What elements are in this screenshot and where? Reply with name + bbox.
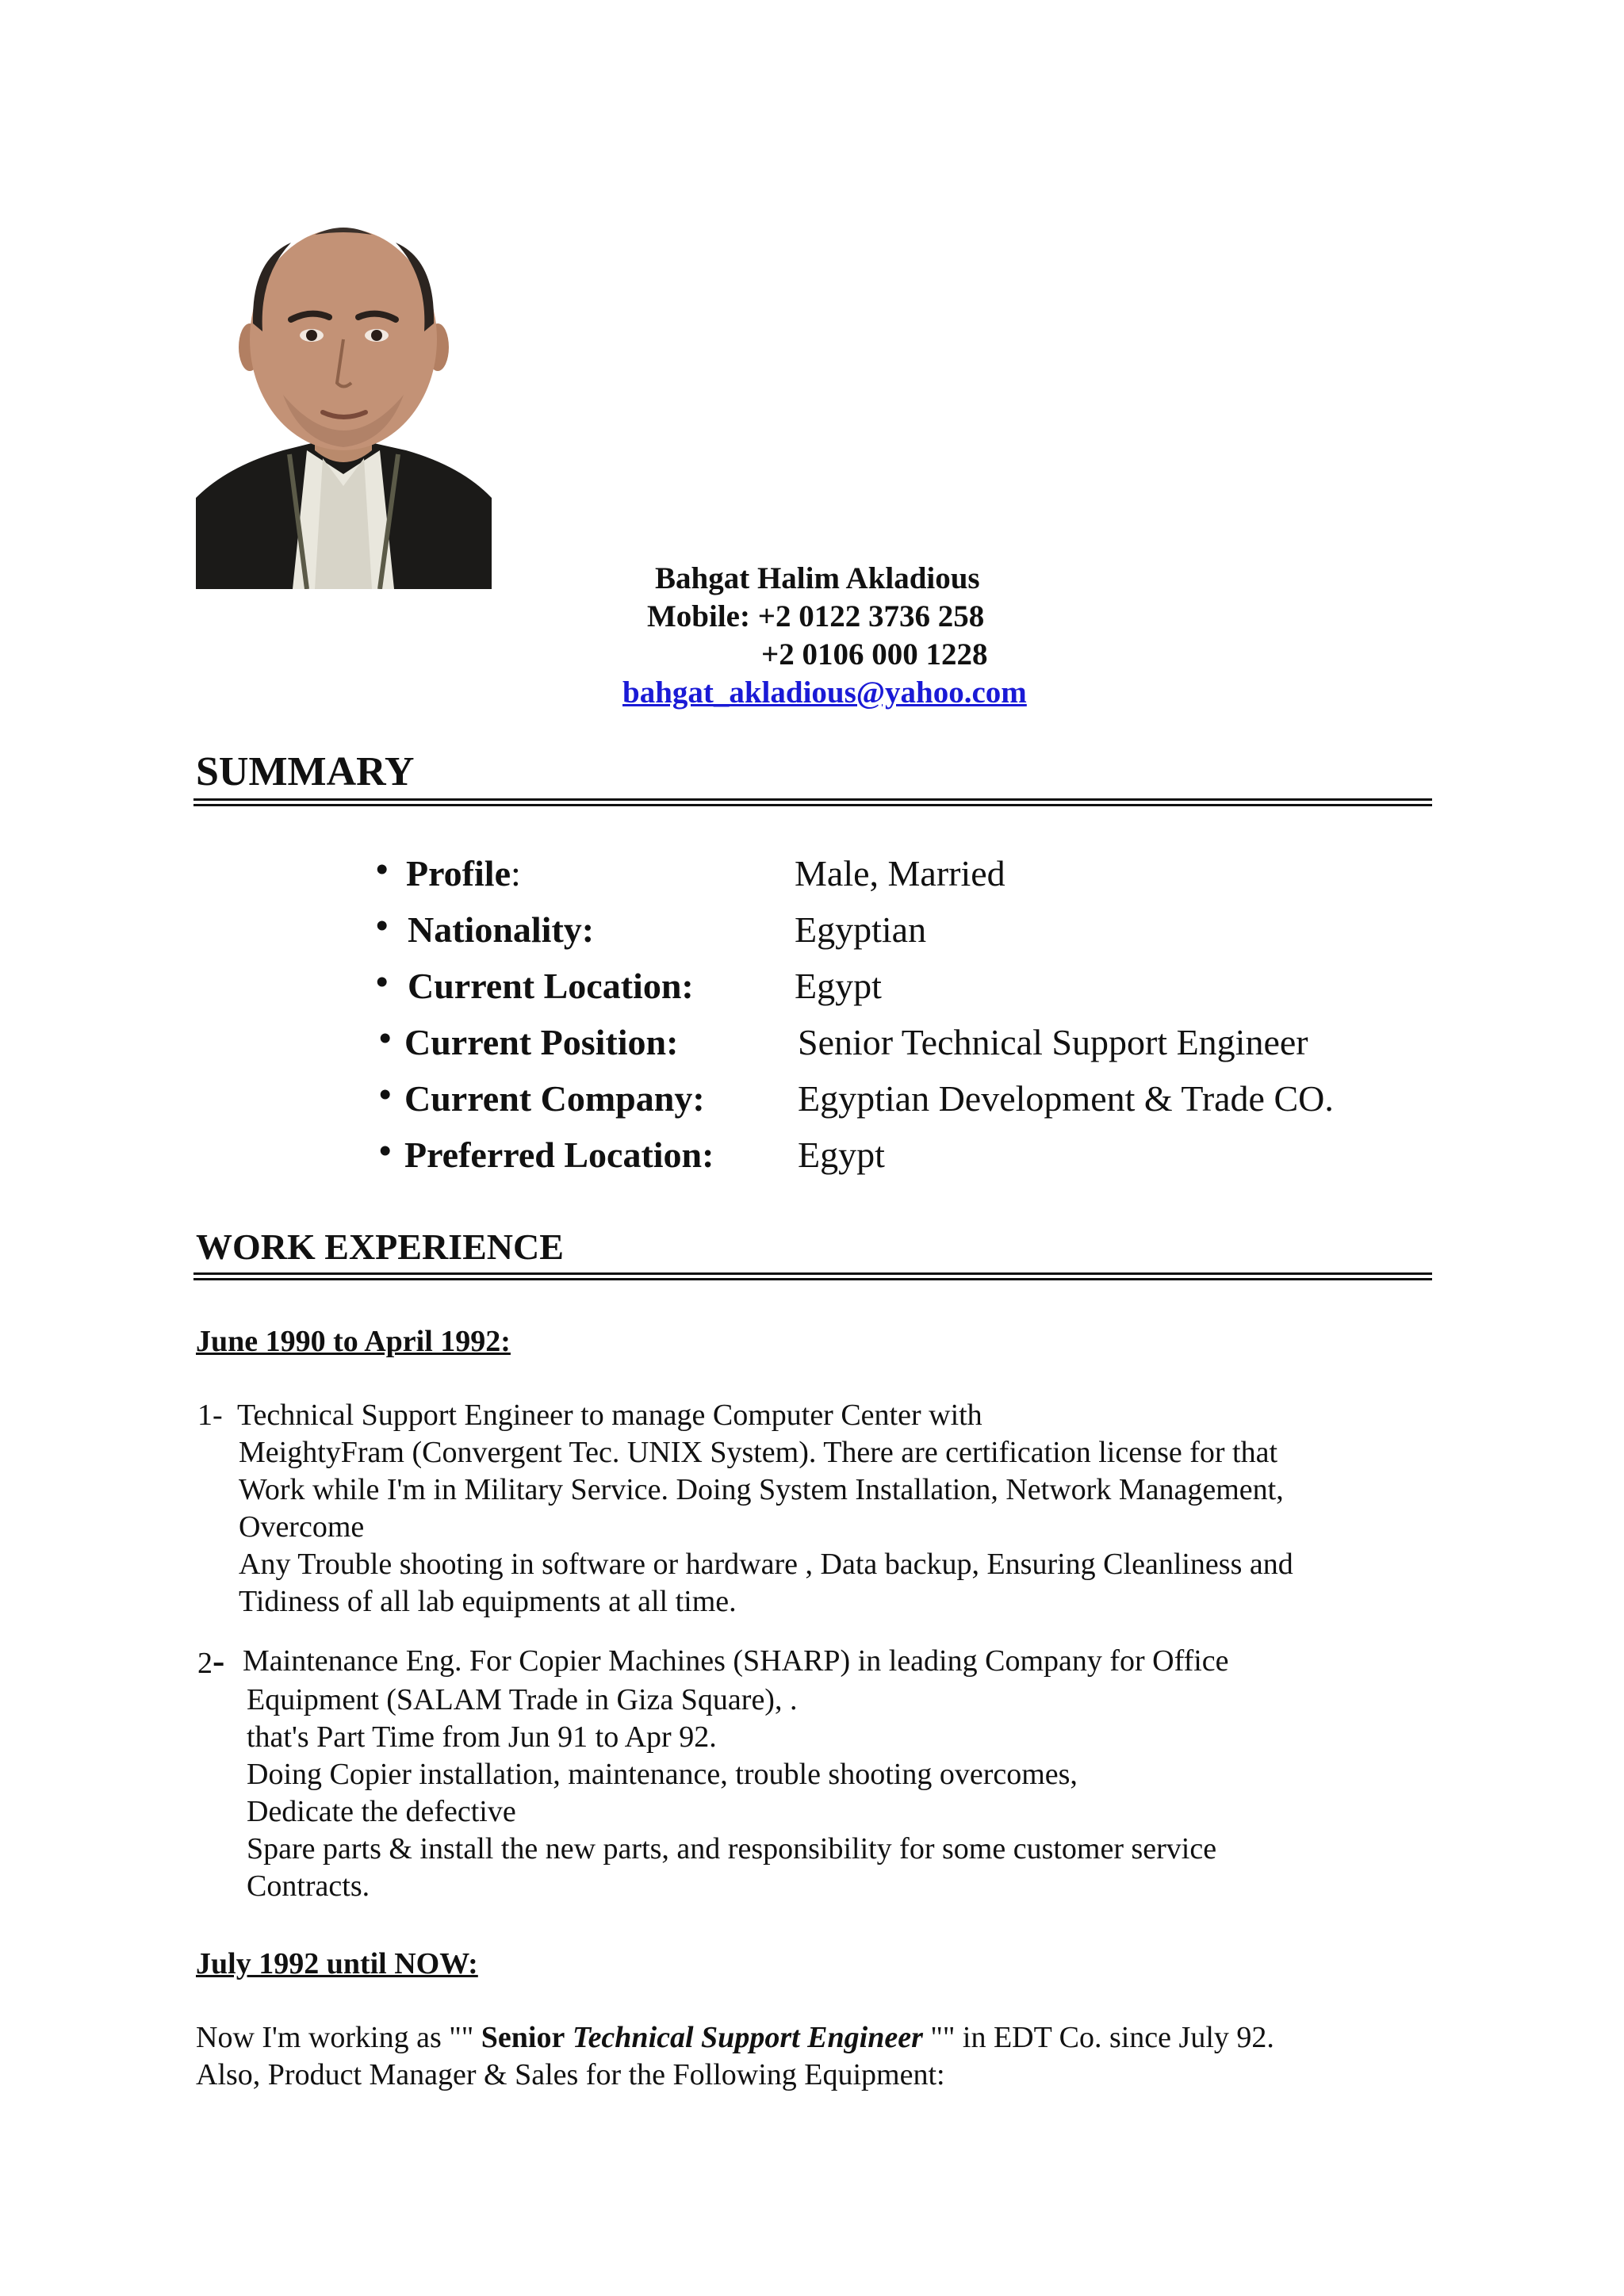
- bullet-icon: •: [376, 906, 389, 945]
- job-line: Equipment (SALAM Trade in Giza Square), .: [247, 1683, 798, 1716]
- bullet-icon: •: [376, 850, 389, 889]
- bullet-icon: •: [379, 1075, 392, 1114]
- bullet-icon: •: [376, 962, 389, 1001]
- summary-value: Egyptian Development & Trade CO.: [798, 1078, 1334, 1119]
- current-role-level: Senior: [481, 2021, 565, 2054]
- summary-value: Egypt: [795, 966, 882, 1006]
- bullet-icon: •: [379, 1131, 392, 1170]
- job-number: 2-: [197, 1640, 225, 1681]
- period-heading-2: July 1992 until NOW:: [196, 1947, 478, 1980]
- work-experience-divider: [193, 1272, 1432, 1280]
- summary-value: Egyptian: [795, 909, 927, 950]
- summary-label: Nationality:: [408, 909, 595, 950]
- current-role-suffix: "" in EDT Co. since July 92.: [922, 2021, 1274, 2054]
- current-role-prefix: Now I'm working as "": [196, 2021, 481, 2054]
- email-link[interactable]: bahgat_akladious@yahoo.com: [622, 675, 1027, 710]
- job-line: that's Part Time from Jun 91 to Apr 92.: [247, 1720, 717, 1754]
- job-line: Tidiness of all lab equipments at all time.: [239, 1585, 737, 1618]
- current-role-note: Also, Product Manager & Sales for the Following Equipment:: [196, 2058, 945, 2091]
- job-line: Technical Support Engineer to manage Computer Center with: [237, 1399, 982, 1432]
- job-line: MeightyFram (Convergent Tec. UNIX System). There are certification license for that: [239, 1436, 1278, 1469]
- summary-label: Current Company:: [404, 1078, 705, 1119]
- current-role-title: Technical Support Engineer: [572, 2021, 923, 2054]
- summary-label: Current Location:: [408, 966, 694, 1006]
- mobile-number-1: Mobile: +2 0122 3736 258: [647, 599, 985, 633]
- job-line: Spare parts & install the new parts, and responsibility for some customer service: [247, 1832, 1217, 1866]
- summary-heading: SUMMARY: [196, 749, 415, 794]
- job-number: 1-: [197, 1399, 223, 1432]
- summary-label: Preferred Location:: [404, 1135, 714, 1175]
- bullet-icon: •: [379, 1019, 392, 1058]
- summary-label: Profile:: [406, 853, 521, 894]
- mobile-number-2: +2 0106 000 1228: [761, 637, 988, 672]
- job-line: Maintenance Eng. For Copier Machines (SHARP) in leading Company for Office: [243, 1644, 1229, 1678]
- summary-value: Male, Married: [795, 853, 1005, 894]
- job-line: Any Trouble shooting in software or hardware , Data backup, Ensuring Cleanliness and: [239, 1548, 1293, 1581]
- summary-label: Current Position:: [404, 1022, 679, 1062]
- job-line: Dedicate the defective: [247, 1795, 516, 1828]
- job-line: Work while I'm in Military Service. Doing System Installation, Network Management,: [239, 1473, 1284, 1506]
- job-line: Contracts.: [247, 1869, 370, 1903]
- job-line: Overcome: [239, 1510, 365, 1544]
- summary-divider: [193, 798, 1432, 806]
- summary-value: Egypt: [798, 1135, 885, 1175]
- summary-value: Senior Technical Support Engineer: [798, 1022, 1308, 1062]
- current-role-line: [196, 2020, 1274, 2055]
- period-heading-1: June 1990 to April 1992:: [196, 1325, 511, 1358]
- job-line: Doing Copier installation, maintenance, trouble shooting overcomes,: [247, 1758, 1078, 1791]
- profile-photo: [196, 212, 492, 589]
- candidate-name: Bahgat Halim Akladious: [655, 561, 980, 595]
- work-experience-heading: WORK EXPERIENCE: [196, 1226, 564, 1267]
